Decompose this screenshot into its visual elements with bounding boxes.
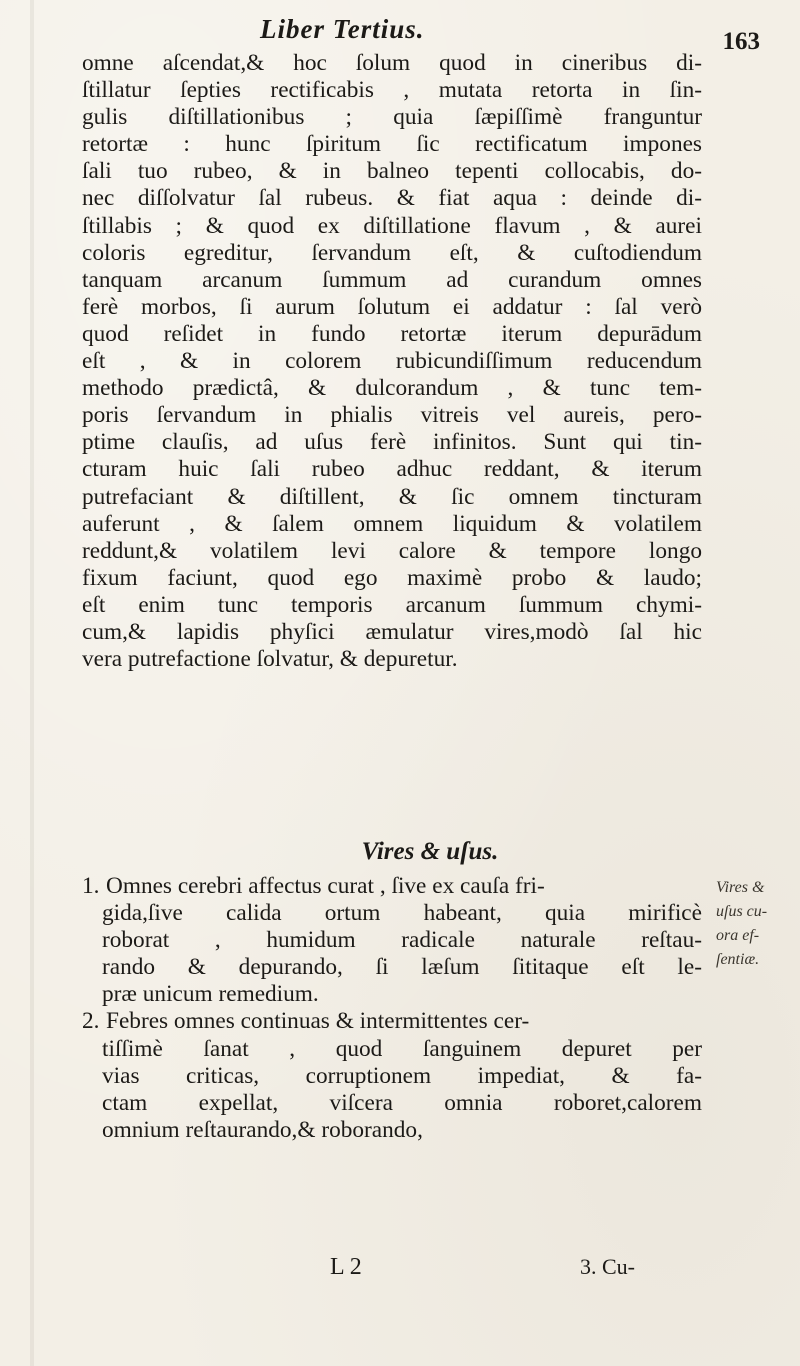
item-text: Febres omnes continuas & intermittentes cer- bbox=[106, 1008, 530, 1035]
section-heading-text: Vires & uſus. bbox=[361, 838, 499, 865]
text-line: tanquam arcanum ſummum ad curandum omnes bbox=[82, 266, 702, 293]
section-heading bbox=[0, 838, 800, 866]
list-item-line: tiſſimè ſanat , quod ſanguinem depuret per bbox=[102, 1035, 702, 1062]
margin-note-line: ora ef- bbox=[716, 927, 760, 944]
signature-mark: L 2 bbox=[330, 1254, 362, 1280]
margin-note-line: Vires & bbox=[716, 879, 765, 896]
list-item-line: omnium reſtaurando,& roborando, bbox=[102, 1116, 423, 1143]
text-line: retortæ : hunc ſpiritum ſic rectificatum impones bbox=[82, 131, 702, 158]
text-line: reddunt,& volatilem levi calore & tempore longo bbox=[82, 537, 702, 564]
margin-note-line: uſus cu- bbox=[716, 903, 768, 920]
list-item-line: roborat , humidum radicale naturale reſtau- bbox=[102, 927, 702, 954]
text-line: eſt enim tunc temporis arcanum ſummum chymi- bbox=[82, 591, 702, 618]
page-gutter-shadow bbox=[30, 0, 34, 1366]
catchword: 3. Cu- bbox=[580, 1254, 635, 1279]
text-line: cum,& lapidis phyſici æmulatur vires,modò ſal hic bbox=[82, 618, 702, 645]
list-item-line: rando & depurando, ſi læſum ſititaque eſt le- bbox=[102, 954, 702, 981]
text-line: auferunt , & ſalem omnem liquidum & volatilem bbox=[82, 510, 702, 537]
running-head bbox=[80, 14, 760, 54]
text-line: methodo prædictâ, & dulcorandum , & tunc tem- bbox=[82, 375, 702, 402]
item-text: Omnes cerebri affectus curat , ſive ex cauſa fri- bbox=[106, 873, 545, 899]
text-line: nec diſſolvatur ſal rubeus. & fiat aqua : deinde di- bbox=[82, 185, 702, 212]
text-line: cturam huic ſali rubeo adhuc reddant, & iterum bbox=[82, 456, 702, 483]
text-line: vera putrefactione ſolvatur, & depuretur. bbox=[82, 646, 458, 673]
margin-note bbox=[716, 876, 796, 972]
item-number: 2. bbox=[82, 1008, 100, 1035]
item-number: 1. bbox=[82, 873, 100, 899]
list-item-line: vias criticas, corruptionem impediat, & fa- bbox=[102, 1062, 702, 1089]
text-line: gulis diſtillationibus ; quia ſæpiſſimè franguntur bbox=[82, 104, 702, 131]
text-line: quod reſidet in fundo retortæ iterum depurādum bbox=[82, 320, 702, 347]
list-item-line: gida,ſive calida ortum habeant, quia mirificè bbox=[102, 900, 702, 927]
text-line: ſtillatur ſepties rectificabis , mutata retorta in ſin- bbox=[82, 77, 702, 104]
text-line: ferè morbos, ſi aurum ſolutum ei addatur : ſal verò bbox=[82, 293, 702, 320]
page-number: 163 bbox=[722, 28, 760, 55]
list-item-line bbox=[82, 1008, 702, 1035]
text-line: eſt , & in colorem rubicundiſſimum reducendum bbox=[82, 348, 702, 375]
numbered-list bbox=[82, 873, 702, 1144]
text-line: putrefaciant & diſtillent, & ſic omnem tincturam bbox=[82, 483, 702, 510]
list-item-line: præ unicum remedium. bbox=[102, 981, 319, 1008]
margin-note-line: ſentiæ. bbox=[716, 951, 760, 968]
text-line: poris ſervandum in phialis vitreis vel aureis, pero- bbox=[82, 402, 702, 429]
list-item-line bbox=[82, 873, 702, 900]
text-line: ſali tuo rubeo, & in balneo tepenti collocabis, do- bbox=[82, 158, 702, 185]
text-line: ptime clauſis, ad uſus ferè infinitos. Sunt qui tin- bbox=[82, 429, 702, 456]
text-line: coloris egreditur, ſervandum eſt, & cuſtodiendum bbox=[82, 239, 702, 266]
body-paragraph bbox=[82, 50, 702, 673]
text-line: omne aſcendat,& hoc ſolum quod in cineribus di- bbox=[82, 50, 702, 76]
page-footer bbox=[0, 1254, 800, 1284]
list-item-line: ctam expellat, viſcera omnia roboret,calorem bbox=[102, 1089, 702, 1116]
text-line: fixum faciunt, quod ego maximè probo & laudo; bbox=[82, 564, 702, 591]
text-line: ſtillabis ; & quod ex diſtillatione flavum , & aurei bbox=[82, 212, 702, 239]
running-title: Liber Tertius. bbox=[260, 14, 425, 44]
